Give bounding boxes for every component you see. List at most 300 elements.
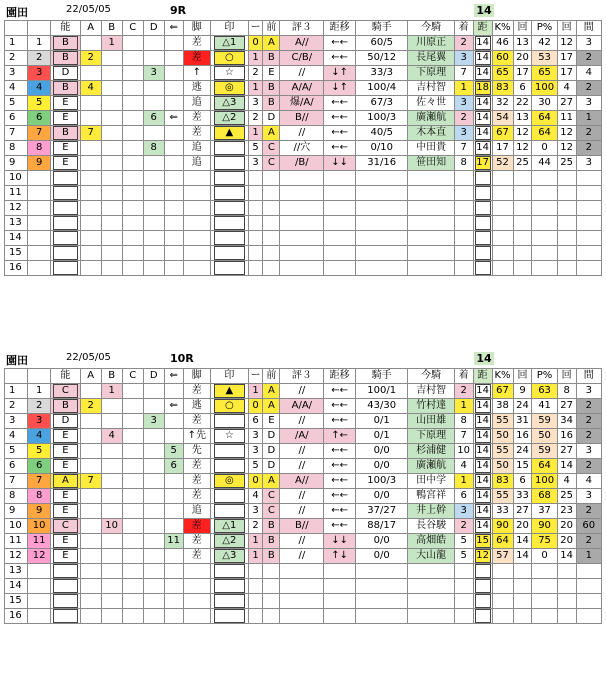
finish-cell: 5 [454,534,473,549]
distance-cell [473,141,492,156]
jockey-cell: 高畑皓 [408,534,454,549]
interval-cell [576,609,601,624]
gate-number: 8 [28,141,51,156]
ability-cell [51,141,80,156]
interval-cell: 2 [576,81,601,96]
header-p-pct: P% [532,369,557,384]
distance-cell [473,111,492,126]
jockey-rate-cell [355,171,408,186]
prev-cell: A [263,474,280,489]
a-cell [80,156,101,171]
gate-number: 10 [28,519,51,534]
style-cell: 差 [183,36,210,51]
c-cell [122,429,143,444]
k-count-cell: 33 [513,489,532,504]
jockey-cell [408,246,454,261]
c-cell [122,111,143,126]
ability-cell [51,564,80,579]
jockey-rate-cell: 50/12 [355,51,408,66]
prediction-mark [214,459,245,473]
style-cell: 差 [183,384,210,399]
k-pct-cell [492,186,513,201]
a-cell [80,384,101,399]
mark-cell [210,384,248,399]
table-row [5,231,602,246]
mark-cell [210,141,248,156]
d-cell [143,231,164,246]
jockey-cell [408,579,454,594]
d-cell [143,609,164,624]
eval3-cell: // [280,126,324,141]
style-cell: 先 [183,444,210,459]
interval-cell: 1 [576,549,601,564]
table-row [5,261,602,276]
distance-cell [473,549,492,564]
mark-cell [210,96,248,111]
dash-cell [248,201,263,216]
gate-number: 4 [28,81,51,96]
ability-cell [51,261,80,276]
b-cell [101,141,122,156]
ability-grade: E [53,96,77,110]
interval-cell [576,186,601,201]
distance-cell [473,414,492,429]
finish-cell: 3 [454,504,473,519]
style-cell: 追 [183,141,210,156]
ability-cell [51,474,80,489]
p-count-cell [557,231,576,246]
distance-value: 14 [476,142,489,153]
k-count-cell [513,186,532,201]
interval-cell: 4 [576,474,601,489]
ability-cell [51,429,80,444]
b-cell [101,504,122,519]
p-pct-cell: 50 [532,429,557,444]
row-number: 5 [5,444,28,459]
jockey-rate-cell: 0/10 [355,141,408,156]
table-row [5,246,602,261]
header-d: D [143,21,164,36]
p-count-cell: 25 [557,156,576,171]
jockey-rate-cell [355,564,408,579]
row-number: 10 [5,519,28,534]
eval3-cell: // [280,549,324,564]
eval3-cell: A/A/ [280,399,324,414]
c-cell [122,141,143,156]
back-arrow-cell [164,384,183,399]
b-cell [101,111,122,126]
d-cell [143,474,164,489]
b-cell [101,246,122,261]
style-cell: 差 [183,51,210,66]
p-count-cell: 23 [557,504,576,519]
ability-grade: B [53,399,77,413]
prev-cell: E [263,414,280,429]
prediction-mark: △3 [214,96,245,110]
gate-number: 12 [28,549,51,564]
jockey-cell: 廣瀬航 [408,459,454,474]
k-pct-cell [492,231,513,246]
d-cell [143,429,164,444]
k-pct-cell: 83 [492,81,513,96]
ability-grade: E [53,141,77,155]
interval-cell: 3 [576,489,601,504]
table-row [5,609,602,624]
header-a: A [80,369,101,384]
prediction-mark: ○ [214,51,245,65]
ability-cell [51,201,80,216]
c-cell [122,384,143,399]
finish-cell: 8 [454,414,473,429]
row-number: 8 [5,489,28,504]
interval-cell: 4 [576,66,601,81]
gate-number: 9 [28,156,51,171]
style-cell [183,231,210,246]
c-cell [122,126,143,141]
distance-value: 14 [476,475,489,486]
distance-value [475,594,491,608]
back-arrow-cell [164,81,183,96]
interval-cell: 2 [576,51,601,66]
a-cell [80,66,101,81]
ability-grade [53,246,77,260]
k-pct-cell: 50 [492,459,513,474]
distance-cell [473,96,492,111]
eval3-cell [280,171,324,186]
p-count-cell [557,579,576,594]
finish-cell: 6 [454,489,473,504]
k-count-cell: 13 [513,36,532,51]
prediction-mark [214,504,245,518]
a-cell [80,111,101,126]
distance-move-cell: ←← [324,51,356,66]
prediction-mark [214,414,245,428]
distance-move-cell [324,216,356,231]
b-cell [101,201,122,216]
interval-cell [576,564,601,579]
prediction-mark: ◎ [214,81,245,95]
k-count-cell: 13 [513,111,532,126]
c-cell [122,474,143,489]
finish-cell: 7 [454,429,473,444]
jockey-cell [408,261,454,276]
back-arrow-cell [164,579,183,594]
finish-cell: 5 [454,549,473,564]
back-arrow-cell: ⇐ [164,399,183,414]
header-prev: 前 [263,369,280,384]
k-pct-cell: 52 [492,156,513,171]
k-count-cell [513,564,532,579]
b-cell: 1 [101,384,122,399]
finish-cell [454,579,473,594]
prediction-mark: △1 [214,519,245,533]
header-back-arrow: ⇐ [164,369,183,384]
eval3-cell [280,231,324,246]
row-number: 11 [5,186,28,201]
jockey-cell [408,594,454,609]
prev-cell [263,171,280,186]
finish-cell [454,186,473,201]
gate-number: 2 [28,399,51,414]
mark-cell [210,231,248,246]
jockey-cell: 下原理 [408,66,454,81]
ability-cell [51,171,80,186]
row-number: 3 [5,66,28,81]
row-number: 4 [5,81,28,96]
mark-cell [210,399,248,414]
b-cell [101,51,122,66]
a-cell [80,519,101,534]
distance-move-cell: ←← [324,414,356,429]
prediction-mark [214,579,245,593]
ability-cell [51,186,80,201]
a-cell [80,36,101,51]
jockey-cell: 下原理 [408,429,454,444]
b-cell [101,489,122,504]
k-pct-cell: 32 [492,96,513,111]
finish-cell [454,216,473,231]
back-arrow-cell: 5 [164,444,183,459]
distance-value: 14 [476,415,489,426]
row-number: 12 [5,201,28,216]
p-count-cell [557,609,576,624]
mark-cell [210,246,248,261]
distance-cell [473,156,492,171]
mark-cell [210,81,248,96]
distance-value: 14 [476,385,489,396]
header-c: C [122,21,143,36]
finish-cell [454,594,473,609]
a-cell [80,186,101,201]
jockey-cell [408,201,454,216]
ability-cell [51,384,80,399]
distance-cell [473,489,492,504]
interval-cell [576,201,601,216]
row-number: 1 [5,384,28,399]
p-count-cell: 12 [557,141,576,156]
a-cell [80,489,101,504]
c-cell [122,549,143,564]
k-count-cell: 9 [513,384,532,399]
k-pct-cell [492,564,513,579]
p-pct-cell: 30 [532,96,557,111]
table-row [5,51,602,66]
distance-cell [473,261,492,276]
a-cell [80,459,101,474]
prev-cell: B [263,519,280,534]
gate-number [28,201,51,216]
prev-cell: D [263,429,280,444]
k-count-cell [513,246,532,261]
ability-grade: C [53,519,77,533]
row-number: 2 [5,51,28,66]
eval3-cell [280,186,324,201]
p-count-cell [557,186,576,201]
gate-number [28,231,51,246]
p-count-cell: 17 [557,51,576,66]
row-number: 2 [5,399,28,414]
finish-cell: 2 [454,36,473,51]
distance-value [475,564,491,578]
ability-cell [51,489,80,504]
row-number: 16 [5,609,28,624]
distance-move-cell: ←← [324,459,356,474]
gate-number: 3 [28,66,51,81]
back-arrow-cell: 6 [164,459,183,474]
k-count-cell [513,171,532,186]
mark-cell [210,474,248,489]
table-row [5,414,602,429]
jockey-rate-cell: 0/0 [355,534,408,549]
p-pct-cell: 59 [532,414,557,429]
ability-cell [51,444,80,459]
prediction-mark [214,201,245,215]
a-cell [80,201,101,216]
header-blank [28,369,51,384]
dash-cell: 0 [248,36,263,51]
a-cell: 7 [80,474,101,489]
header-distance-move: 距移 [324,369,356,384]
prediction-mark: ▲ [214,126,245,140]
header-d: D [143,369,164,384]
k-pct-cell: 17 [492,141,513,156]
eval3-cell: C/B/ [280,51,324,66]
distance-move-cell [324,609,356,624]
prediction-mark: ☆ [214,66,245,80]
distance-cell [473,126,492,141]
distance-move-cell [324,231,356,246]
distance-move-cell: ←← [324,489,356,504]
k-pct-cell: 50 [492,429,513,444]
dash-cell: 6 [248,414,263,429]
mark-cell [210,261,248,276]
distance-value [475,261,491,275]
ability-grade: B [53,81,77,95]
prediction-mark: △2 [214,111,245,125]
jockey-cell: 竹村達 [408,399,454,414]
header-blank [5,369,28,384]
d-cell [143,534,164,549]
k-pct-cell: 55 [492,489,513,504]
p-count-cell [557,261,576,276]
distance-value: 14 [476,520,489,531]
b-cell [101,96,122,111]
jockey-rate-cell: 100/3 [355,474,408,489]
eval3-cell: // [280,459,324,474]
prev-cell [263,261,280,276]
p-pct-cell [532,231,557,246]
distance-cell [473,81,492,96]
k-count-cell: 17 [513,66,532,81]
a-cell [80,141,101,156]
date-label: 22/05/05 [66,4,111,15]
gate-number [28,564,51,579]
table-row [5,489,602,504]
header-a: A [80,21,101,36]
jockey-cell [408,564,454,579]
interval-cell: 3 [576,96,601,111]
k-count-cell: 25 [513,156,532,171]
row-number: 9 [5,156,28,171]
k-pct-cell: 55 [492,444,513,459]
back-arrow-cell [164,141,183,156]
b-cell [101,564,122,579]
header-style: 脚 [183,369,210,384]
gate-number [28,261,51,276]
eval3-cell: //穴 [280,141,324,156]
ability-grade: B [53,36,77,50]
ability-grade: C [53,384,77,398]
header-finish: 着 [454,21,473,36]
jockey-cell [408,609,454,624]
ability-grade [53,201,77,215]
distance-move-cell [324,246,356,261]
ability-cell [51,594,80,609]
k-pct-cell [492,609,513,624]
p-pct-cell [532,564,557,579]
header-distance-move: 距移 [324,21,356,36]
jockey-cell [408,216,454,231]
prev-cell: E [263,66,280,81]
distance-value: 12 [476,550,489,561]
prediction-mark: ▲ [214,384,245,398]
k-count-cell: 12 [513,126,532,141]
d-cell [143,96,164,111]
gate-number: 5 [28,96,51,111]
finish-cell: 3 [454,96,473,111]
header-k-pct: K% [492,369,513,384]
row-number: 16 [5,261,28,276]
eval3-cell [280,246,324,261]
race-table [4,368,602,624]
p-pct-cell: 37 [532,504,557,519]
p-pct-cell: 53 [532,51,557,66]
p-count-cell [557,594,576,609]
finish-cell: 3 [454,126,473,141]
ability-cell [51,519,80,534]
table-row [5,459,602,474]
a-cell: 4 [80,81,101,96]
c-cell [122,156,143,171]
back-arrow-cell [164,474,183,489]
b-cell [101,399,122,414]
table-row [5,36,602,51]
back-arrow-cell: 11 [164,534,183,549]
prediction-mark: △2 [214,534,245,548]
header-prev: 前 [263,21,280,36]
ability-cell [51,51,80,66]
gate-number [28,246,51,261]
dash-cell [248,609,263,624]
jockey-rate-cell: 40/5 [355,126,408,141]
row-number: 7 [5,126,28,141]
p-pct-cell: 100 [532,474,557,489]
dash-cell: 3 [248,96,263,111]
a-cell [80,261,101,276]
k-count-cell [513,579,532,594]
distance-cell [473,186,492,201]
p-count-cell [557,216,576,231]
jockey-rate-cell [355,216,408,231]
distance-cell [473,51,492,66]
d-cell [143,489,164,504]
distance-value [475,216,491,230]
k-count-cell: 27 [513,504,532,519]
p-pct-cell: 64 [532,459,557,474]
d-cell [143,444,164,459]
back-arrow-cell [164,504,183,519]
ability-cell [51,66,80,81]
